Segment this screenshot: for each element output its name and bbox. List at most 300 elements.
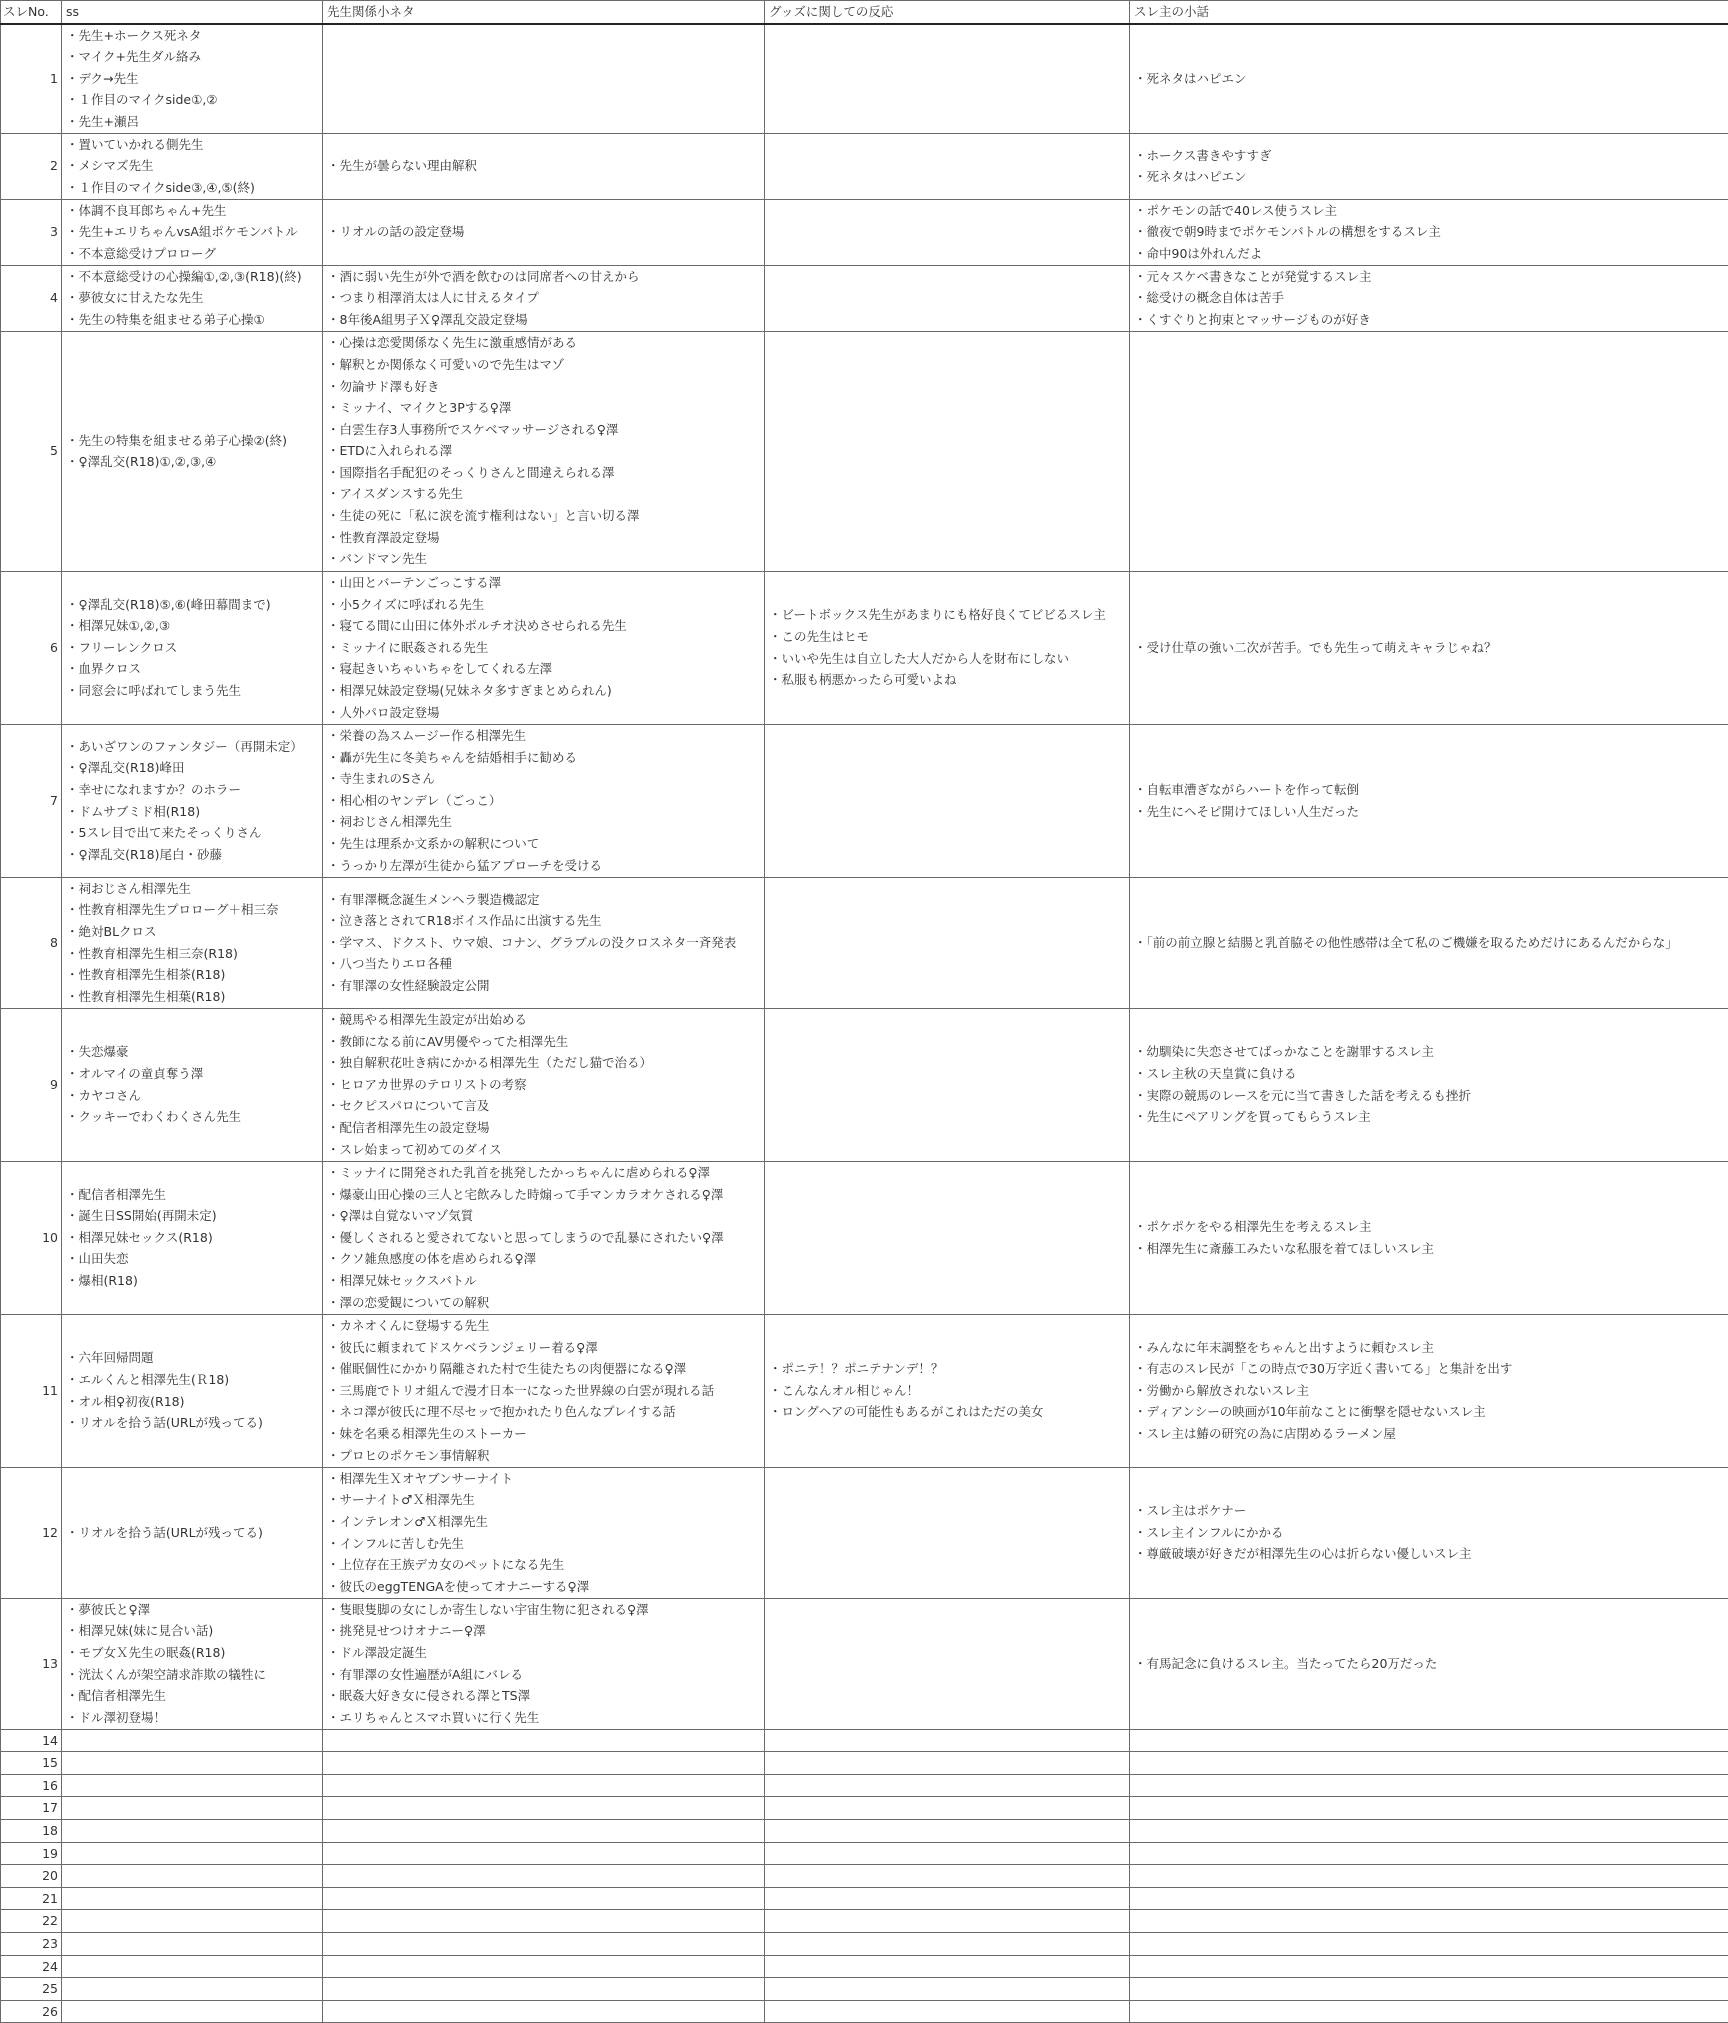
cell-line: ・スレ主はポケナー — [1134, 1500, 1725, 1522]
cell-line: ・ドル澤設定誕生 — [327, 1642, 761, 1664]
empty-cell[interactable] — [62, 1887, 323, 1910]
cell-line: ・心操は恋愛関係なく先生に激重感情がある — [327, 332, 761, 354]
cell-line: ・相澤兄妹セックスバトル — [327, 1270, 761, 1292]
cell-line: ・相澤兄妹①,②,③ — [66, 615, 319, 637]
empty-cell[interactable] — [765, 1978, 1130, 2001]
empty-row — [1, 1842, 1728, 1865]
empty-cell[interactable] — [1130, 2000, 1728, 2023]
cell-line: ・六年回帰問題 — [66, 1347, 319, 1369]
empty-cell[interactable] — [765, 1910, 1130, 1933]
cell-line: ・ホークス書きやすすぎ — [1134, 145, 1725, 167]
empty-cell[interactable] — [323, 2000, 765, 2023]
cell-line: ・１作目のマイクside③,④,⑤(終) — [66, 177, 319, 199]
row-number-cell[interactable]: 13 — [1, 1598, 62, 1729]
empty-row — [1, 1865, 1728, 1888]
cell-line: ・轟が先生に冬美ちゃんを結婚相手に勧める — [327, 747, 761, 769]
empty-cell[interactable] — [62, 1865, 323, 1888]
cell-line: ・性教育相澤先生相三奈(R18) — [66, 943, 319, 965]
empty-row — [1, 2000, 1728, 2023]
talk-cell[interactable] — [1130, 877, 1728, 1008]
empty-cell[interactable] — [1130, 1774, 1728, 1797]
ss-cell[interactable] — [62, 1598, 323, 1729]
table-row — [1, 1008, 1728, 1161]
cell-line: ・マイク+先生ダル絡み — [66, 46, 319, 68]
table-row — [1, 265, 1728, 331]
cell-line: ・ビートボックス先生があまりにも格好良くてビビるスレ主 — [769, 604, 1126, 626]
cell-line: ・インフルに苦しむ先生 — [327, 1533, 761, 1555]
talk-cell[interactable] — [1130, 24, 1728, 134]
cell-line: ・眠姦大好き女に侵される澤とTS澤 — [327, 1685, 761, 1707]
cell-line: ・くすぐりと拘束とマッサージものが好き — [1134, 309, 1725, 331]
cell-line: ・ETDに入れられる澤 — [327, 440, 761, 462]
cell-line: ・先生の特集を組ませる弟子心操②(終) — [66, 430, 319, 452]
cell-line: ・教師になる前にAV男優やってた相澤先生 — [327, 1031, 761, 1053]
empty-cell[interactable] — [62, 1955, 323, 1978]
row-number-cell[interactable]: 17 — [1, 1797, 62, 1820]
empty-cell[interactable] — [1130, 1752, 1728, 1775]
cell-line: ・夢彼女に甘えたな先生 — [66, 287, 319, 309]
row-number-cell[interactable]: 5 — [1, 331, 62, 571]
cell-line: ・リオルの話の設定登場 — [327, 221, 761, 243]
empty-cell[interactable] — [1130, 1932, 1728, 1955]
cell-line: ・山田失恋 — [66, 1248, 319, 1270]
cell-line: ・セクピスパロについて言及 — [327, 1095, 761, 1117]
talk-cell[interactable] — [1130, 199, 1728, 265]
neta-cell[interactable] — [323, 1008, 765, 1161]
cell-line: ・相澤兄妹設定登場(兄妹ネタ多すぎまとめられん) — [327, 680, 761, 702]
empty-row — [1, 1955, 1728, 1978]
cell-line: ・オル相♀初夜(R18) — [66, 1391, 319, 1413]
goods-cell[interactable] — [765, 1598, 1130, 1729]
row-number-cell[interactable]: 25 — [1, 1978, 62, 2001]
cell-line: ・寝てる間に山田に体外ポルチオ決めさせられる先生 — [327, 615, 761, 637]
cell-line: ・先生+エリちゃんvsA組ポケモンバトル — [66, 221, 319, 243]
ss-cell[interactable] — [62, 1467, 323, 1598]
cell-line: ・誕生日SS開始(再開未定) — [66, 1205, 319, 1227]
cell-line: ・ドル澤初登場！ — [66, 1707, 319, 1729]
goods-cell[interactable] — [765, 1008, 1130, 1161]
row-number-cell[interactable]: 8 — [1, 877, 62, 1008]
cell-line: ・催眠個性にかかり隔離された村で生徒たちの肉便器になる♀澤 — [327, 1358, 761, 1380]
cell-line: ・隻眼隻脚の女にしか寄生しない宇宙生物に犯される♀澤 — [327, 1599, 761, 1621]
cell-line: ・絶対BLクロス — [66, 921, 319, 943]
cell-line: ・血界クロス — [66, 658, 319, 680]
cell-line: ・小5クイズに呼ばれる先生 — [327, 594, 761, 616]
cell-line: ・♀澤は自覚ないマゾ気質 — [327, 1205, 761, 1227]
empty-cell[interactable] — [1130, 1842, 1728, 1865]
empty-cell[interactable] — [323, 1842, 765, 1865]
cell-line: ・スレ主インフルにかかる — [1134, 1522, 1725, 1544]
table-row — [1, 199, 1728, 265]
goods-cell[interactable] — [765, 1467, 1130, 1598]
cell-line: ・リオルを拾う話(URLが残ってる) — [66, 1522, 319, 1544]
cell-line: ・有罪澤概念誕生メンヘラ製造機認定 — [327, 889, 761, 911]
goods-cell[interactable] — [765, 571, 1130, 724]
cell-line: ・私服も柄悪かったら可愛いよね — [769, 669, 1126, 691]
neta-cell[interactable] — [323, 265, 765, 331]
header-talk[interactable]: スレ主の小話 — [1130, 1, 1728, 24]
cell-line: ・♀澤乱交(R18)峰田 — [66, 757, 319, 779]
talk-cell[interactable] — [1130, 331, 1728, 571]
goods-cell[interactable] — [765, 877, 1130, 1008]
neta-cell[interactable] — [323, 571, 765, 724]
cell-line: ・祠おじさん相澤先生 — [327, 811, 761, 833]
cell-line: ・サーナイト♂Ｘ相澤先生 — [327, 1489, 761, 1511]
cell-line: ・先生は理系か文系かの解釈について — [327, 833, 761, 855]
cell-line: ・先生が曇らない理由解釈 — [327, 155, 761, 177]
cell-line: ・スレ主は鰆の研究の為に店閉めるラーメン屋 — [1134, 1423, 1725, 1445]
header-no[interactable]: スレNo. — [1, 1, 62, 24]
cell-line: ・先生+ホークス死ネタ — [66, 25, 319, 47]
cell-line: ・ディアンシーの映画が10年前なことに衝撃を隠せないスレ主 — [1134, 1401, 1725, 1423]
cell-line: ・ネコ澤が彼氏に理不尽セッで抱かれたり色んなプレイする話 — [327, 1401, 761, 1423]
row-number-cell[interactable]: 20 — [1, 1865, 62, 1888]
cell-line: ・インテレオン♂Ｘ相澤先生 — [327, 1511, 761, 1533]
cell-line: ・性教育相澤先生相葉(R18) — [66, 986, 319, 1008]
cell-line: ・受け仕草の強い二次が苦手。でも先生って萌えキャラじゃね？ — [1134, 637, 1725, 659]
empty-cell[interactable] — [62, 1842, 323, 1865]
cell-line: ・エリちゃんとスマホ買いに行く先生 — [327, 1707, 761, 1729]
cell-line: ・♀澤乱交(R18)⑤,⑥(峰田幕間まで) — [66, 594, 319, 616]
cell-line: ・配信者相澤先生 — [66, 1184, 319, 1206]
cell-line: ・徹夜で朝9時までポケモンバトルの構想をするスレ主 — [1134, 221, 1725, 243]
cell-line: ・泣き落とされてR18ボイス作品に出演する先生 — [327, 910, 761, 932]
cell-line: ・祠おじさん相澤先生 — [66, 878, 319, 900]
cell-line: ・配信者相澤先生 — [66, 1685, 319, 1707]
empty-cell[interactable] — [1130, 1887, 1728, 1910]
cell-line: ・総受けの概念自体は苦手 — [1134, 287, 1725, 309]
table-row — [1, 1161, 1728, 1314]
empty-cell[interactable] — [62, 1819, 323, 1842]
cell-line: ・♀澤乱交(R18)尾白・砂藤 — [66, 844, 319, 866]
cell-line: ・同窓会に呼ばれてしまう先生 — [66, 680, 319, 702]
cell-line: ・妹を名乗る相澤先生のストーカー — [327, 1423, 761, 1445]
empty-cell[interactable] — [323, 1932, 765, 1955]
neta-cell[interactable] — [323, 331, 765, 571]
cell-line: ・命中90は外れんだよ — [1134, 243, 1725, 265]
cell-line: ・体調不良耳郎ちゃん+先生 — [66, 200, 319, 222]
cell-line: ・「前の前立腺と結腸と乳首脇その他性感帯は全て私のご機嫌を取るためだけにあるんだからな」 — [1134, 932, 1725, 954]
row-number-cell[interactable]: 21 — [1, 1887, 62, 1910]
cell-line: ・澤の恋愛観についての解釈 — [327, 1292, 761, 1314]
cell-line: ・カヤコさん — [66, 1085, 319, 1107]
empty-cell[interactable] — [323, 1978, 765, 2001]
talk-cell[interactable] — [1130, 571, 1728, 724]
empty-cell[interactable] — [62, 1797, 323, 1820]
empty-cell[interactable] — [1130, 1910, 1728, 1933]
row-number-cell[interactable]: 11 — [1, 1314, 62, 1467]
empty-cell[interactable] — [1130, 1797, 1728, 1820]
header-neta[interactable]: 先生関係小ネタ — [323, 1, 765, 24]
cell-line: ・相澤兄妹セックス(R18) — [66, 1227, 319, 1249]
cell-line: ・クソ雑魚感度の体を虐められる♀澤 — [327, 1248, 761, 1270]
neta-cell[interactable] — [323, 1598, 765, 1729]
empty-row — [1, 1752, 1728, 1775]
row-number-cell[interactable]: 14 — [1, 1729, 62, 1752]
cell-line: ・性教育澤設定登場 — [327, 527, 761, 549]
talk-cell[interactable] — [1130, 1161, 1728, 1314]
cell-line: ・メシマズ先生 — [66, 155, 319, 177]
cell-line: ・幼馴染に失恋させてばっかなことを謝罪するスレ主 — [1134, 1041, 1725, 1063]
ss-cell[interactable] — [62, 1314, 323, 1467]
row-number-cell[interactable]: 19 — [1, 1842, 62, 1865]
cell-line: ・ミッナイに眠姦される先生 — [327, 637, 761, 659]
cell-line: ・学マス、ドクスト、ウマ娘、コナン、グラブルの没クロスネタ一斉発表 — [327, 932, 761, 954]
table-row — [1, 571, 1728, 724]
talk-cell[interactable] — [1130, 265, 1728, 331]
empty-row — [1, 1932, 1728, 1955]
cell-line: ・八つ当たりエロ各種 — [327, 953, 761, 975]
cell-line: ・バンドマン先生 — [327, 548, 761, 570]
row-number-cell[interactable]: 26 — [1, 2000, 62, 2023]
row-number-cell[interactable]: 15 — [1, 1752, 62, 1775]
empty-cell[interactable] — [62, 1910, 323, 1933]
cell-line: ・スレ主秋の天皇賞に負ける — [1134, 1063, 1725, 1085]
empty-cell[interactable] — [765, 1842, 1130, 1865]
goods-cell[interactable] — [765, 133, 1130, 199]
row-number-cell[interactable]: 1 — [1, 24, 62, 134]
empty-cell[interactable] — [1130, 1955, 1728, 1978]
ss-cell[interactable] — [62, 724, 323, 877]
neta-cell[interactable] — [323, 877, 765, 1008]
empty-cell[interactable] — [765, 1955, 1130, 1978]
empty-cell[interactable] — [765, 1887, 1130, 1910]
empty-cell[interactable] — [1130, 1865, 1728, 1888]
empty-cell[interactable] — [1130, 1729, 1728, 1752]
cell-line: ・5スレ目で出て来たそっくりさん — [66, 822, 319, 844]
row-number-cell[interactable]: 24 — [1, 1955, 62, 1978]
cell-line: ・ポケモンの話で40レス使うスレ主 — [1134, 200, 1725, 222]
cell-line: ・ミッナイに開発された乳首を挑発したかっちゃんに虐められる♀澤 — [327, 1162, 761, 1184]
empty-cell[interactable] — [323, 1865, 765, 1888]
goods-cell[interactable] — [765, 1161, 1130, 1314]
cell-line: ・アイスダンスする先生 — [327, 483, 761, 505]
empty-cell[interactable] — [765, 1752, 1130, 1775]
cell-line: ・元々スケベ書きなことが発覚するスレ主 — [1134, 266, 1725, 288]
cell-line: ・うっかり左澤が生徒から猛アプローチを受ける — [327, 855, 761, 877]
cell-line: ・彼氏に頼まれてドスケベランジェリー着る♀澤 — [327, 1337, 761, 1359]
cell-line: ・失恋爆豪 — [66, 1041, 319, 1063]
row-number-cell[interactable]: 3 — [1, 199, 62, 265]
cell-line: ・ポケポケをやる相澤先生を考えるスレ主 — [1134, 1216, 1725, 1238]
empty-cell[interactable] — [765, 1819, 1130, 1842]
cell-line: ・ポニテ！？ポニテナンデ！？ — [769, 1358, 1126, 1380]
cell-line: ・♀澤乱交(R18)①,②,③,④ — [66, 451, 319, 473]
header-goods[interactable]: グッズに関しての反応 — [765, 1, 1130, 24]
row-number-cell[interactable]: 7 — [1, 724, 62, 877]
cell-line: ・挑発見せつけオナニー♀澤 — [327, 1620, 761, 1642]
row-number-cell[interactable]: 22 — [1, 1910, 62, 1933]
ss-cell[interactable] — [62, 331, 323, 571]
cell-line: ・死ネタはハピエン — [1134, 68, 1725, 90]
table-row — [1, 24, 1728, 134]
cell-line: ・彼氏のeggTENGAを使ってオナニーする♀澤 — [327, 1576, 761, 1598]
row-number-cell[interactable]: 4 — [1, 265, 62, 331]
row-number-cell[interactable]: 23 — [1, 1932, 62, 1955]
cell-line: ・相澤兄妹(妹に見合い話) — [66, 1620, 319, 1642]
cell-line: ・スレ始まって初めてのダイス — [327, 1139, 761, 1161]
cell-line: ・モブ女Ｘ先生の眠姦(R18) — [66, 1642, 319, 1664]
empty-row — [1, 1774, 1728, 1797]
talk-cell[interactable] — [1130, 1314, 1728, 1467]
cell-line: ・カネオくんに登場する先生 — [327, 1315, 761, 1337]
neta-cell[interactable] — [323, 199, 765, 265]
talk-cell[interactable] — [1130, 1008, 1728, 1161]
cell-line: ・白雲生存3人事務所でスケベマッサージされる♀澤 — [327, 419, 761, 441]
cell-line: ・こんなんオル相じゃん！ — [769, 1380, 1126, 1402]
cell-line: ・デク→先生 — [66, 68, 319, 90]
cell-line: ・性教育相澤先生相茶(R18) — [66, 964, 319, 986]
ss-cell[interactable] — [62, 1161, 323, 1314]
ss-cell[interactable] — [62, 199, 323, 265]
empty-cell[interactable] — [765, 2000, 1130, 2023]
cell-line: ・自転車漕ぎながらハートを作って転倒 — [1134, 779, 1725, 801]
cell-line: ・１作目のマイクside①,② — [66, 89, 319, 111]
cell-line: ・ミッナイ、マイクと3Pする♀澤 — [327, 397, 761, 419]
empty-cell[interactable] — [62, 1978, 323, 2001]
goods-cell[interactable] — [765, 331, 1130, 571]
cell-line: ・プロヒのポケモン事情解釈 — [327, 1445, 761, 1467]
table-row — [1, 331, 1728, 571]
cell-line: ・有罪澤の女性経験設定公開 — [327, 975, 761, 997]
cell-line: ・有罪澤の女性遍歴がA組にバレる — [327, 1664, 761, 1686]
table-row — [1, 724, 1728, 877]
cell-line: ・エルくんと相澤先生(Ｒ18) — [66, 1369, 319, 1391]
cell-line: ・性教育相澤先生プロローグ＋相三奈 — [66, 899, 319, 921]
cell-line: ・国際指名手配犯のそっくりさんと間違えられる澤 — [327, 462, 761, 484]
empty-row — [1, 1729, 1728, 1752]
cell-line: ・置いていかれる側先生 — [66, 134, 319, 156]
row-number-cell[interactable]: 10 — [1, 1161, 62, 1314]
empty-cell[interactable] — [765, 1797, 1130, 1820]
row-number-cell[interactable]: 12 — [1, 1467, 62, 1598]
cell-line: ・生徒の死に「私に涙を流す権利はない」と言い切る澤 — [327, 505, 761, 527]
cell-line: ・先生にペアリングを買ってもらうスレ主 — [1134, 1106, 1725, 1128]
empty-cell[interactable] — [323, 1774, 765, 1797]
cell-line: ・寝起きいちゃいちゃをしてくれる左澤 — [327, 658, 761, 680]
empty-row — [1, 1887, 1728, 1910]
cell-line: ・優しくされると愛されてないと思ってしまうので乱暴にされたい♀澤 — [327, 1227, 761, 1249]
empty-cell[interactable] — [62, 1729, 323, 1752]
empty-cell[interactable] — [323, 1797, 765, 1820]
talk-cell[interactable] — [1130, 133, 1728, 199]
cell-line: ・不本意総受けプロローグ — [66, 243, 319, 265]
empty-cell[interactable] — [62, 1932, 323, 1955]
empty-cell[interactable] — [765, 1932, 1130, 1955]
cell-line: ・配信者相澤先生の設定登場 — [327, 1117, 761, 1139]
empty-cell[interactable] — [62, 2000, 323, 2023]
neta-cell[interactable] — [323, 24, 765, 134]
goods-cell[interactable] — [765, 724, 1130, 877]
neta-cell[interactable] — [323, 724, 765, 877]
cell-line: ・みんなに年末調整をちゃんと出すように頼むスレ主 — [1134, 1337, 1725, 1359]
empty-cell[interactable] — [765, 1774, 1130, 1797]
empty-cell[interactable] — [765, 1729, 1130, 1752]
empty-cell[interactable] — [323, 1910, 765, 1933]
talk-cell[interactable] — [1130, 724, 1728, 877]
cell-line: ・リオルを拾う話(URLが残ってる) — [66, 1412, 319, 1434]
cell-line: ・寺生まれのSさん — [327, 768, 761, 790]
ss-cell[interactable] — [62, 133, 323, 199]
empty-cell[interactable] — [323, 1887, 765, 1910]
goods-cell[interactable] — [765, 265, 1130, 331]
cell-line: ・爆豪山田心操の三人と宅飲みした時煽って手マンカラオケされる♀澤 — [327, 1184, 761, 1206]
row-number-cell[interactable]: 18 — [1, 1819, 62, 1842]
neta-cell[interactable] — [323, 1467, 765, 1598]
cell-line: ・人外パロ設定登場 — [327, 702, 761, 724]
header-ss[interactable]: ss — [62, 1, 323, 24]
neta-cell[interactable] — [323, 1314, 765, 1467]
table-row — [1, 1314, 1728, 1467]
empty-cell[interactable] — [1130, 1819, 1728, 1842]
row-number-cell[interactable]: 9 — [1, 1008, 62, 1161]
row-number-cell[interactable]: 6 — [1, 571, 62, 724]
cell-line: ・相澤先生に斎藤工みたいな私服を着てほしいスレ主 — [1134, 1238, 1725, 1260]
cell-line: ・有馬記念に負けるスレ主。当たってたら20万だった — [1134, 1653, 1725, 1675]
empty-cell[interactable] — [765, 1865, 1130, 1888]
empty-row — [1, 1797, 1728, 1820]
goods-cell[interactable] — [765, 199, 1130, 265]
cell-line: ・不本意総受けの心操編①,②,③(R18)(終) — [66, 266, 319, 288]
table-row — [1, 1467, 1728, 1598]
empty-cell[interactable] — [62, 1774, 323, 1797]
empty-cell[interactable] — [323, 1955, 765, 1978]
ss-cell[interactable] — [62, 1008, 323, 1161]
empty-cell[interactable] — [323, 1729, 765, 1752]
table-row — [1, 877, 1728, 1008]
cell-line: ・酒に弱い先生が外で酒を飲むのは同席者への甘えから — [327, 266, 761, 288]
cell-line: ・競馬やる相澤先生設定が出始める — [327, 1009, 761, 1031]
empty-cell[interactable] — [323, 1819, 765, 1842]
talk-cell[interactable] — [1130, 1467, 1728, 1598]
cell-line: ・ヒロアカ世界のテロリストの考察 — [327, 1074, 761, 1096]
ss-cell[interactable] — [62, 877, 323, 1008]
cell-line: ・夢彼氏と♀澤 — [66, 1599, 319, 1621]
empty-row — [1, 1910, 1728, 1933]
cell-line: ・先生にヘそピ開けてほしい人生だった — [1134, 801, 1725, 823]
cell-line: ・幸せになれますか？のホラー — [66, 779, 319, 801]
ss-cell[interactable] — [62, 265, 323, 331]
row-number-cell[interactable]: 16 — [1, 1774, 62, 1797]
header-row — [1, 1, 1728, 24]
empty-cell[interactable] — [62, 1752, 323, 1775]
cell-line: ・相心相のヤンデレ（ごっこ） — [327, 790, 761, 812]
cell-line: ・あいざワンのファンタジー（再開未定） — [66, 736, 319, 758]
goods-cell[interactable] — [765, 1314, 1130, 1467]
cell-line: ・オルマイの童貞奪う澤 — [66, 1063, 319, 1085]
neta-cell[interactable] — [323, 133, 765, 199]
empty-cell[interactable] — [1130, 1978, 1728, 2001]
talk-cell[interactable] — [1130, 1598, 1728, 1729]
goods-cell[interactable] — [765, 24, 1130, 134]
empty-cell[interactable] — [323, 1752, 765, 1775]
table-row — [1, 1598, 1728, 1729]
cell-line: ・相澤先生Ｘオヤブンサーナイト — [327, 1468, 761, 1490]
cell-line: ・ロングヘアの可能性もあるがこれはただの美女 — [769, 1401, 1126, 1423]
empty-row — [1, 1819, 1728, 1842]
neta-cell[interactable] — [323, 1161, 765, 1314]
row-number-cell[interactable]: 2 — [1, 133, 62, 199]
cell-line: ・爆相(R18) — [66, 1270, 319, 1292]
cell-line: ・実際の競馬のレースを元に当て書きした話を考えるも挫折 — [1134, 1085, 1725, 1107]
cell-line: ・洸汰くんが架空請求詐欺の犠牲に — [66, 1664, 319, 1686]
ss-cell[interactable] — [62, 24, 323, 134]
cell-line: ・この先生はヒモ — [769, 626, 1126, 648]
cell-line: ・有志のスレ民が「この時点で30万字近く書いてる」と集計を出す — [1134, 1358, 1725, 1380]
cell-line: ・解釈とか関係なく可愛いので先生はマゾ — [327, 354, 761, 376]
ss-cell[interactable] — [62, 571, 323, 724]
cell-line: ・フリーレンクロス — [66, 637, 319, 659]
